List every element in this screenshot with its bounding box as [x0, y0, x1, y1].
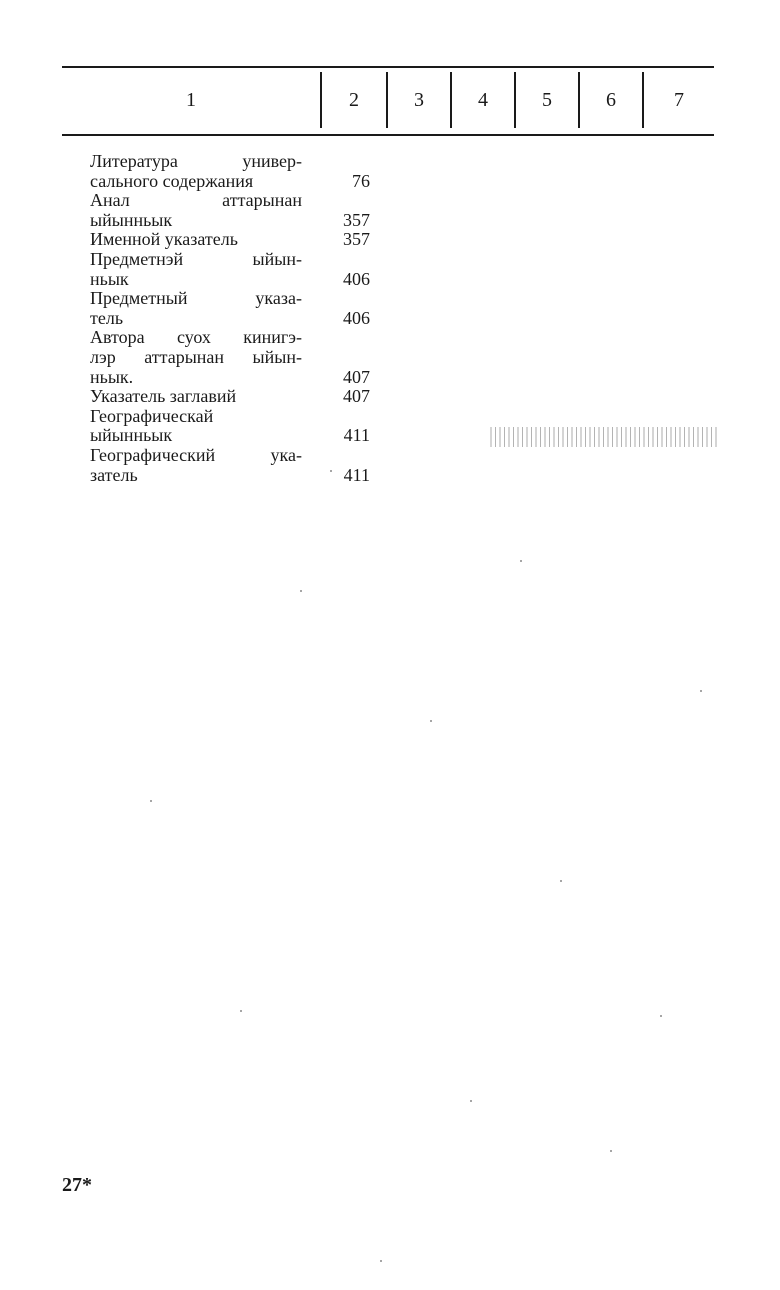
index-entry-title: [90, 446, 302, 485]
index-row: [90, 407, 390, 446]
index-row: [90, 191, 390, 230]
page-number: 357: [343, 229, 370, 250]
index-entry-title: [90, 191, 302, 230]
index-row: [90, 387, 390, 407]
entry-line: Именной указатель: [90, 229, 238, 250]
column-header-3: 3: [414, 88, 424, 111]
page-number: 406: [343, 268, 370, 289]
page-number: 357: [343, 209, 370, 230]
page-number: 406: [343, 307, 370, 328]
index-row: [90, 328, 390, 387]
column-header-7: 7: [674, 88, 684, 111]
page-number: 407: [343, 366, 370, 387]
entry-line: ыйынньык: [90, 209, 173, 230]
entry-line: лэр аттарынан ыйын-: [90, 346, 302, 367]
print-smudge: [490, 427, 720, 447]
entry-line: Предметнэй ыйын-: [90, 248, 302, 269]
index-entry-title: [90, 387, 302, 407]
page-number: 407: [343, 386, 370, 407]
column-header-5: 5: [542, 88, 552, 111]
index-row: [90, 446, 390, 485]
index-row: [90, 250, 390, 289]
print-speck: [520, 560, 522, 562]
index-entry-title: [90, 328, 302, 387]
page-number: 76: [352, 170, 370, 191]
column-header-2: 2: [349, 88, 359, 111]
entry-line: ньык: [90, 268, 129, 289]
print-speck: [430, 720, 432, 722]
entry-line: ньык.: [90, 366, 134, 387]
print-speck: [380, 1260, 382, 1262]
print-speck: [240, 1010, 242, 1012]
entry-line: затель: [90, 464, 138, 485]
print-speck: [330, 470, 332, 472]
entry-line: ыйынньык: [90, 425, 173, 446]
print-speck: [610, 1150, 612, 1152]
index-entry-title: [90, 289, 302, 328]
entry-line: Географическай: [90, 405, 214, 426]
page-number: 411: [343, 425, 370, 446]
print-speck: [560, 880, 562, 882]
print-speck: [700, 690, 702, 692]
index-row: [90, 230, 390, 250]
entry-line: тель: [90, 307, 124, 328]
entry-line: сального содержания: [90, 170, 254, 191]
print-speck: [150, 800, 152, 802]
print-speck: [300, 590, 302, 592]
index-entry-title: [90, 407, 302, 446]
column-header-4: 4: [478, 88, 488, 111]
entry-line: Географический ука-: [90, 444, 302, 465]
print-speck: [470, 1100, 472, 1102]
page-number: 411: [343, 464, 370, 485]
print-speck: [660, 1015, 662, 1017]
entry-line: Предметный указа-: [90, 288, 302, 309]
entry-line: Автора суох кинигэ-: [90, 327, 302, 348]
index-entry-title: [90, 250, 302, 289]
entry-line: Указатель заглавий: [90, 386, 237, 407]
index-entries: [90, 152, 390, 485]
column-header-1: 1: [186, 88, 196, 111]
entry-line: Литература универ-: [90, 151, 302, 171]
entry-line: Анал аттарынан: [90, 190, 302, 211]
table-header: [62, 66, 714, 136]
signature-mark: 27*: [62, 1174, 92, 1196]
column-header-6: 6: [606, 88, 616, 111]
index-entry-title: [90, 152, 302, 191]
index-row: [90, 152, 390, 191]
index-row: [90, 289, 390, 328]
index-entry-title: [90, 230, 302, 250]
